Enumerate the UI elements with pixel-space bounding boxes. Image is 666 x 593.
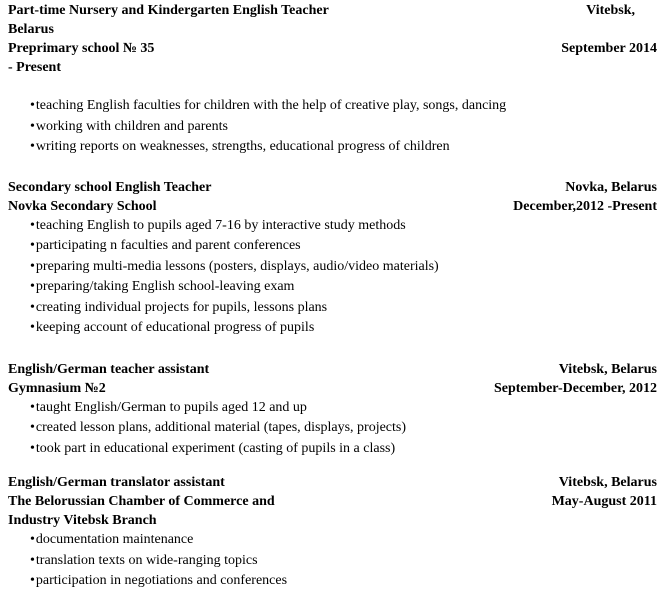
job-duty-text: preparing/taking English school-leaving exam xyxy=(35,279,295,294)
job-title-line xyxy=(8,360,657,379)
job-dates-part2: - Present xyxy=(8,60,61,75)
employer-name: Gymnasium №2 xyxy=(8,380,106,396)
bullet-icon: • xyxy=(30,279,35,294)
job-duty-text: working with children and parents xyxy=(35,118,228,134)
bullet-icon: • xyxy=(30,573,35,588)
bullet-icon: • xyxy=(30,552,35,568)
bullet-icon: • xyxy=(30,320,35,335)
bullet-icon: • xyxy=(30,217,35,233)
job-location: Novka, Belarus xyxy=(565,179,657,195)
job-title: English/German teacher assistant xyxy=(8,361,210,377)
job-duty-text: participation in negotiations and conferences xyxy=(35,573,288,588)
job-location: Vitebsk, Belarus xyxy=(558,475,657,490)
bullet-icon: • xyxy=(30,118,35,134)
job-duty-text: teaching English faculties for children with the help of creative play, songs, dancing xyxy=(35,98,507,113)
job-dates-wrap-line xyxy=(8,58,657,77)
employer-wrap-line xyxy=(8,511,657,530)
job-location-part1: Vitebsk, xyxy=(586,3,635,18)
job-duties-list xyxy=(8,216,657,339)
job-duty-item xyxy=(8,530,657,551)
job-duty-item xyxy=(8,571,657,592)
employer-name: Novka Secondary School xyxy=(8,198,157,214)
job-title-line xyxy=(8,473,657,492)
employer-line xyxy=(8,379,657,398)
job-title-line xyxy=(8,178,657,197)
job-duty-text: documentation maintenance xyxy=(35,532,194,547)
job-title: English/German translator assistant xyxy=(8,475,225,490)
bullet-icon: • xyxy=(30,139,35,154)
job-duty-item xyxy=(8,236,657,257)
job-duties-list xyxy=(8,398,657,460)
job-location: Vitebsk, Belarus xyxy=(558,361,657,377)
job-duty-item xyxy=(8,96,657,117)
employer-name: Preprimary school № 35 xyxy=(8,41,155,56)
employer-line xyxy=(8,197,657,216)
bullet-icon: • xyxy=(30,299,35,315)
job-dates: May-August 2011 xyxy=(551,494,657,509)
job-title: Part-time Nursery and Kindergarten English Teacher xyxy=(8,3,329,18)
job-dates: December,2012 -Present xyxy=(513,198,657,214)
job-duty-text: creating individual projects for pupils, lessons plans xyxy=(35,299,328,315)
job-entry-secondary-school-teacher xyxy=(8,178,657,339)
job-duty-text: took part in educational experiment (casting of pupils in a class) xyxy=(35,440,396,456)
job-duty-item xyxy=(8,137,657,158)
bullet-icon: • xyxy=(30,420,35,435)
employer-name-part1: The Belorussian Chamber of Commerce and xyxy=(8,494,275,509)
job-duty-item xyxy=(8,398,657,419)
job-duty-item xyxy=(8,257,657,278)
employer-name-part2: Industry Vitebsk Branch xyxy=(8,513,157,528)
job-location-wrap-line xyxy=(8,20,657,39)
job-duty-text: teaching English to pupils aged 7-16 by interactive study methods xyxy=(35,217,406,233)
job-duty-item xyxy=(8,318,657,339)
job-dates: September-December, 2012 xyxy=(493,380,657,396)
job-duty-text: participating n faculties and parent conferences xyxy=(35,238,301,253)
job-duty-item xyxy=(8,216,657,237)
job-duty-text: taught English/German to pupils aged 12 and up xyxy=(35,399,307,415)
employer-line xyxy=(8,492,657,511)
job-duty-item xyxy=(8,298,657,319)
job-duty-item xyxy=(8,439,657,460)
bullet-icon: • xyxy=(30,532,35,547)
job-location-part2: Belarus xyxy=(8,22,54,37)
job-title: Secondary school English Teacher xyxy=(8,179,212,195)
bullet-icon: • xyxy=(30,98,35,113)
job-duty-text: keeping account of educational progress of pupils xyxy=(35,320,315,335)
job-duty-text: translation texts on wide-ranging topics xyxy=(35,552,258,568)
job-duty-text: preparing multi-media lessons (posters, displays, audio/video materials) xyxy=(35,258,439,274)
job-duty-item xyxy=(8,277,657,298)
job-duties-list xyxy=(8,530,657,592)
job-duty-text: created lesson plans, additional material (tapes, displays, projects) xyxy=(35,420,407,435)
job-entry-translator-assistant xyxy=(8,473,657,592)
bullet-icon: • xyxy=(30,258,35,274)
job-duty-text: writing reports on weaknesses, strengths, educational progress of children xyxy=(35,139,450,154)
job-title-line xyxy=(8,1,657,20)
bullet-icon: • xyxy=(30,238,35,253)
employer-line xyxy=(8,39,657,58)
job-duty-item xyxy=(8,117,657,138)
job-duties-list xyxy=(8,96,657,158)
job-duty-item xyxy=(8,418,657,439)
job-entry-teacher-assistant xyxy=(8,360,657,460)
job-entry-nursery-teacher xyxy=(8,1,657,158)
job-duty-item xyxy=(8,551,657,572)
bullet-icon: • xyxy=(30,399,35,415)
job-dates-part1: September 2014 xyxy=(561,41,657,56)
bullet-icon: • xyxy=(30,440,35,456)
